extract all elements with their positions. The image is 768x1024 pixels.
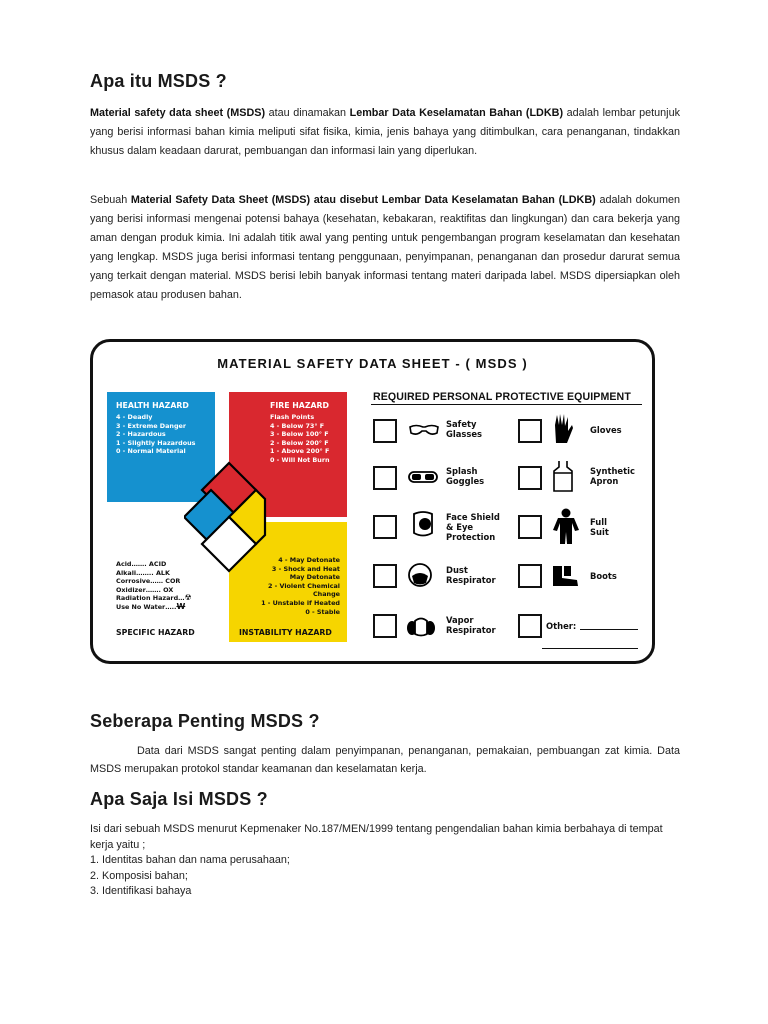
instability-line: 4 - May Detonate bbox=[278, 556, 340, 564]
apron-icon bbox=[552, 459, 574, 493]
paragraph-description bbox=[90, 191, 680, 305]
list-item: 3. Identifikasi bahaya bbox=[90, 885, 192, 897]
heading-importance: Seberapa Penting MSDS ? bbox=[90, 711, 320, 731]
fire-hazard-lines bbox=[270, 413, 347, 465]
text: adalah lembar petunjuk yang berisi informasi bahan kimia meliputi sifat fisika, kimia, jenis bahaya yang ditimbulkan, cara penanganan, tindakkan khusus dalam keadaan darurat, pembuangan dan informasi lain yang diperlukan. bbox=[90, 107, 680, 157]
ppe-title: REQUIRED PERSONAL PROTECTIVE EQUIPMENT bbox=[373, 391, 631, 403]
text: atau dinamakan bbox=[265, 107, 350, 119]
gloves-checkbox[interactable] bbox=[518, 419, 542, 443]
text: adalah dokumen yang berisi informasi mengenai potensi bahaya (kesehatan, kebakaran, reaktifitas dan lingkungan) dan cara bekerja yang aman dengan produk kimia. Ini adalah titik awal yang penting untuk pengembangan program keselamatan dan kesehatan yang lengkap. MSDS juga berisi informasi tentang penggunaan, penyimpanan, penanganan dan prosedur darurat semua yang terkait dengan material. MSDS berisi lebih banyak informasi tentang materi daripada label. MSDS dipersiapkan oleh pemasok atau produsen bahan. bbox=[90, 194, 680, 301]
boots-icon bbox=[550, 564, 580, 588]
specific-lines bbox=[116, 560, 192, 612]
specific-line-text: Radiation Hazard… bbox=[116, 594, 185, 603]
fire-line: 1 - Above 200° F bbox=[270, 447, 330, 456]
specific-hazard-title: SPECIFIC HAZARD bbox=[116, 628, 195, 637]
dust-respirator-checkbox[interactable] bbox=[373, 564, 397, 588]
health-line: 3 - Extreme Danger bbox=[116, 421, 187, 430]
safety-glasses-icon bbox=[408, 423, 440, 437]
fire-line: 3 - Below 100° F bbox=[270, 430, 329, 439]
splash-goggles-checkbox[interactable] bbox=[373, 466, 397, 490]
ppe-title-underline bbox=[371, 404, 642, 405]
list-item: 1. Identitas bahan dan nama perusahaan; bbox=[90, 854, 290, 866]
instability-line: Change bbox=[312, 590, 340, 599]
ppe-label: Boots bbox=[590, 571, 617, 581]
other-line-1 bbox=[580, 629, 638, 630]
ppe-label: Face Shield & Eye Protection bbox=[446, 512, 500, 542]
health-line: 2 - Hazardous bbox=[116, 430, 166, 439]
health-line: 0 - Normal Material bbox=[116, 447, 186, 456]
splash-goggles-icon bbox=[408, 470, 438, 484]
paragraph-importance: Data dari MSDS sangat penting dalam penyimpanan, penanganan, pemakaian, pembuangan zat kimia. Data MSDS merupakan protokol standar keamanan dan keselamatan kerja. bbox=[90, 745, 680, 775]
bold-term: Material Safety Data Sheet (MSDS) atau disebut Lembar Data Keselamatan Bahan (LDKB) bbox=[130, 194, 596, 206]
boots-checkbox[interactable] bbox=[518, 564, 542, 588]
contents-intro: Isi dari sebuah MSDS menurut Kepmenaker No.187/MEN/1999 tentang pengendalian bahan kimia berbahaya di tempat kerja yaitu ; bbox=[90, 823, 663, 851]
specific-line: Oxidizer……. OX bbox=[116, 585, 174, 594]
list-item: 2. Komposisi bahan; bbox=[90, 869, 188, 882]
no-water-icon: W bbox=[176, 601, 186, 611]
safety-glasses-checkbox[interactable] bbox=[373, 419, 397, 443]
ppe-label: Full Suit bbox=[590, 517, 609, 537]
label-title: MATERIAL SAFETY DATA SHEET - ( MSDS ) bbox=[217, 356, 528, 371]
heading-what-is-msds: Apa itu MSDS ? bbox=[90, 71, 227, 91]
face-shield-icon bbox=[410, 511, 436, 539]
bold-term: Material safety data sheet (MSDS) bbox=[90, 107, 266, 119]
specific-line-text: Use No Water….. bbox=[116, 602, 177, 611]
instability-line: 1 - Unstable if Heated bbox=[261, 598, 340, 607]
face-shield-checkbox[interactable] bbox=[373, 515, 397, 539]
health-line: 4 - Deadly bbox=[116, 413, 153, 421]
paragraph-definition bbox=[90, 104, 680, 161]
instability-hazard-title: INSTABILITY HAZARD bbox=[239, 628, 332, 637]
apron-checkbox[interactable] bbox=[518, 466, 542, 490]
specific-line: Acid……. ACID bbox=[116, 560, 167, 568]
specific-line bbox=[116, 603, 192, 612]
contents-list bbox=[90, 822, 680, 900]
dust-respirator-icon bbox=[408, 562, 432, 588]
fire-line: 2 - Below 200° F bbox=[270, 438, 329, 447]
instability-line: 2 - Violent Chemical bbox=[267, 581, 340, 590]
instability-line: May Detonate bbox=[289, 573, 340, 582]
vapor-respirator-checkbox[interactable] bbox=[373, 614, 397, 638]
ppe-label: Gloves bbox=[590, 425, 622, 435]
ppe-label: Safety Glasses bbox=[446, 419, 483, 439]
bold-term: Lembar Data Keselamatan Bahan (LDKB) bbox=[349, 107, 564, 119]
text: Sebuah bbox=[90, 194, 131, 206]
other-line-2 bbox=[542, 648, 638, 649]
heading-contents: Apa Saja Isi MSDS ? bbox=[90, 789, 268, 809]
health-hazard-title: HEALTH HAZARD bbox=[116, 401, 189, 410]
nfpa-diamond bbox=[184, 461, 274, 573]
fire-hazard-title: FIRE HAZARD bbox=[270, 401, 329, 410]
specific-line: Corrosive…… COR bbox=[116, 577, 181, 586]
ppe-label: Splash Goggles bbox=[446, 466, 485, 486]
other-checkbox[interactable] bbox=[518, 614, 542, 638]
msds-label-image bbox=[90, 339, 655, 664]
fire-line: Flash Points bbox=[270, 413, 315, 421]
full-suit-checkbox[interactable] bbox=[518, 515, 542, 539]
radiation-icon: ☢ bbox=[184, 593, 192, 603]
health-line: 1 - Slightly Hazardous bbox=[116, 438, 196, 447]
other-label: Other: bbox=[546, 621, 577, 631]
ppe-label: Dust Respirator bbox=[446, 565, 496, 585]
instability-line: 3 - Shock and Heat bbox=[271, 564, 340, 573]
health-hazard-lines bbox=[116, 413, 215, 456]
ppe-label: Synthetic Apron bbox=[590, 466, 635, 486]
fire-line: 0 - Will Not Burn bbox=[270, 455, 330, 464]
instability-line: 0 - Stable bbox=[305, 607, 340, 616]
specific-line: Alkali…….. ALK bbox=[116, 568, 170, 577]
full-suit-icon bbox=[552, 508, 580, 546]
gloves-icon bbox=[551, 411, 577, 445]
fire-line: 4 - Below 73° F bbox=[270, 421, 325, 430]
vapor-respirator-icon bbox=[406, 615, 436, 637]
ppe-label: Vapor Respirator bbox=[446, 615, 496, 635]
